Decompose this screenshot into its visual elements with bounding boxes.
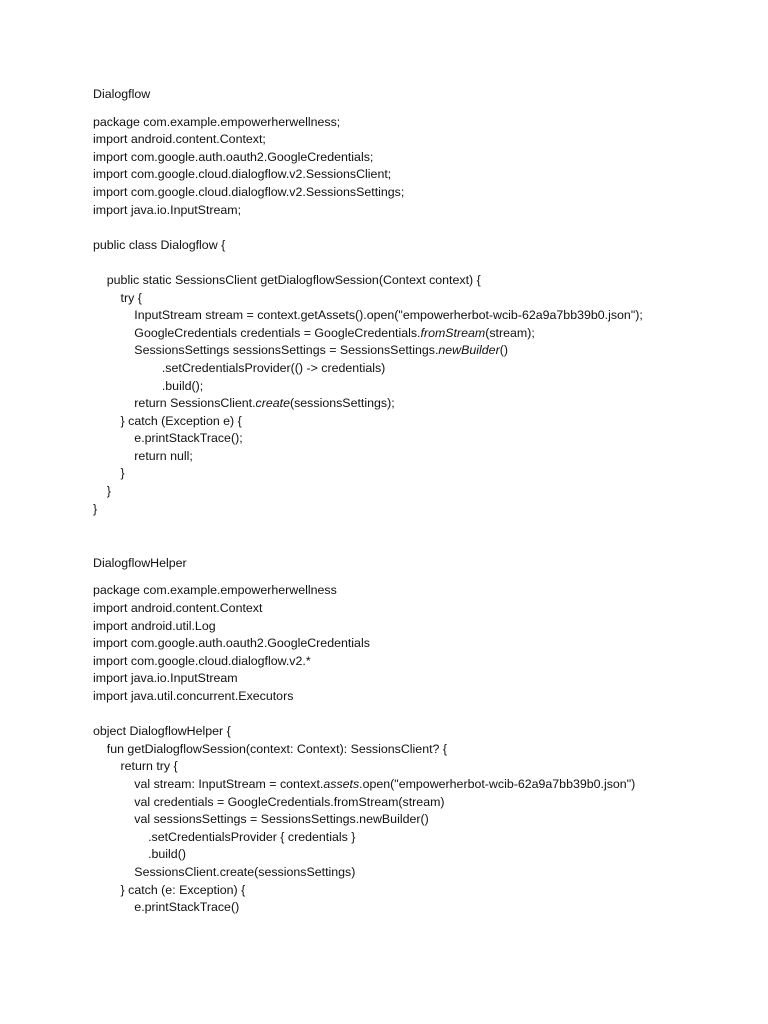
code-text: import com.google.cloud.dialogflow.v2.SessionsClient; [93,167,392,182]
code-line [93,635,733,653]
code-line [93,600,733,618]
code-line [93,114,733,132]
code-text: package com.example.empowerherwellness [93,583,337,598]
code-italic-token: create [255,396,290,411]
code-text: InputStream stream = context.getAssets().open("empowerherbot-wcib-62a9a7bb39b0.json"); [93,308,643,323]
code-line [93,272,733,290]
code-text: import android.content.Context [93,601,263,616]
code-line [93,342,733,360]
code-text: public static SessionsClient getDialogflowSession(Context context) { [93,272,481,287]
code-line [93,741,733,759]
code-block [93,582,733,916]
code-text: public class Dialogflow { [93,237,226,252]
code-text: } [93,501,98,516]
code-line [93,501,733,519]
section-title: DialogflowHelper [93,555,187,570]
code-line [93,794,733,812]
code-text: e.printStackTrace() [93,900,240,915]
document-body [93,86,733,917]
code-line [93,864,733,882]
section-gap [93,518,733,537]
code-text: import com.google.cloud.dialogflow.v2.* [93,653,311,668]
code-line [93,184,733,202]
code-line [93,618,733,636]
code-text: .setCredentialsProvider(() -> credentials) [93,360,386,375]
blank-line [93,219,733,237]
code-text: } catch (e: Exception) { [93,882,246,897]
blank-line [93,254,733,272]
code-line [93,166,733,184]
code-text: (stream); [485,325,535,340]
code-line [93,290,733,308]
code-text: object DialogflowHelper { [93,724,231,739]
code-line [93,149,733,167]
code-line [93,811,733,829]
code-line [93,829,733,847]
code-line [93,846,733,864]
code-line [93,325,733,343]
code-text: return SessionsClient. [93,396,256,411]
code-text: val sessionsSettings = SessionsSettings.newBuilder() [93,812,429,827]
code-line [93,688,733,706]
section-title: Dialogflow [93,87,151,101]
code-italic-token: assets [323,776,360,791]
code-text: (sessionsSettings); [289,396,395,411]
code-line [93,776,733,794]
code-line [93,131,733,149]
code-text: } [93,484,111,499]
code-line [93,653,733,671]
code-line [93,465,733,483]
code-line [93,448,733,466]
code-text: SessionsSettings sessionsSettings = SessionsSettings. [93,343,439,358]
code-text: import com.google.auth.oauth2.GoogleCredentials; [93,149,374,164]
code-text: } [93,466,125,481]
code-text: .setCredentialsProvider { credentials } [93,829,356,844]
code-text: return null; [93,448,193,463]
code-line [93,882,733,900]
code-line [93,202,733,220]
code-text: import java.io.InputStream [93,671,238,686]
code-text: package com.example.empowerherwellness; [93,114,341,129]
code-text: GoogleCredentials credentials = GoogleCredentials. [93,325,421,340]
code-text: .build(); [93,378,204,393]
code-text: import com.google.cloud.dialogflow.v2.SessionsSettings; [93,184,405,199]
code-text: val credentials = GoogleCredentials.fromStream(stream) [93,794,445,809]
code-text: .open("empowerherbot-wcib-62a9a7bb39b0.json") [359,776,636,791]
blank-line [93,706,733,724]
code-text: SessionsClient.create(sessionsSettings) [93,864,356,879]
code-block [93,114,733,519]
code-line [93,307,733,325]
code-line [93,237,733,255]
code-text: } catch (Exception e) { [93,413,242,428]
code-italic-token: fromStream [420,325,486,340]
code-line [93,430,733,448]
code-text: try { [93,290,142,305]
code-line [93,378,733,396]
code-line [93,360,733,378]
code-line [93,899,733,917]
code-line [93,483,733,501]
blank-line [93,537,733,555]
code-text: .build() [93,847,186,862]
code-text: import java.io.InputStream; [93,202,242,217]
code-text: import android.util.Log [93,618,216,633]
code-text: () [499,343,508,358]
code-line [93,723,733,741]
code-line [93,582,733,600]
code-text: import java.util.concurrent.Executors [93,689,294,703]
code-text: fun getDialogflowSession(context: Context): SessionsClient? { [93,741,448,756]
code-line [93,395,733,413]
code-text: val stream: InputStream = context. [93,776,324,791]
code-italic-token: newBuilder [438,343,500,358]
code-text: return try { [93,759,178,774]
code-line [93,758,733,776]
code-line [93,670,733,688]
code-text: e.printStackTrace(); [93,431,243,446]
code-line [93,413,733,431]
code-text: import android.content.Context; [93,132,266,147]
code-text: import com.google.auth.oauth2.GoogleCredentials [93,636,370,651]
